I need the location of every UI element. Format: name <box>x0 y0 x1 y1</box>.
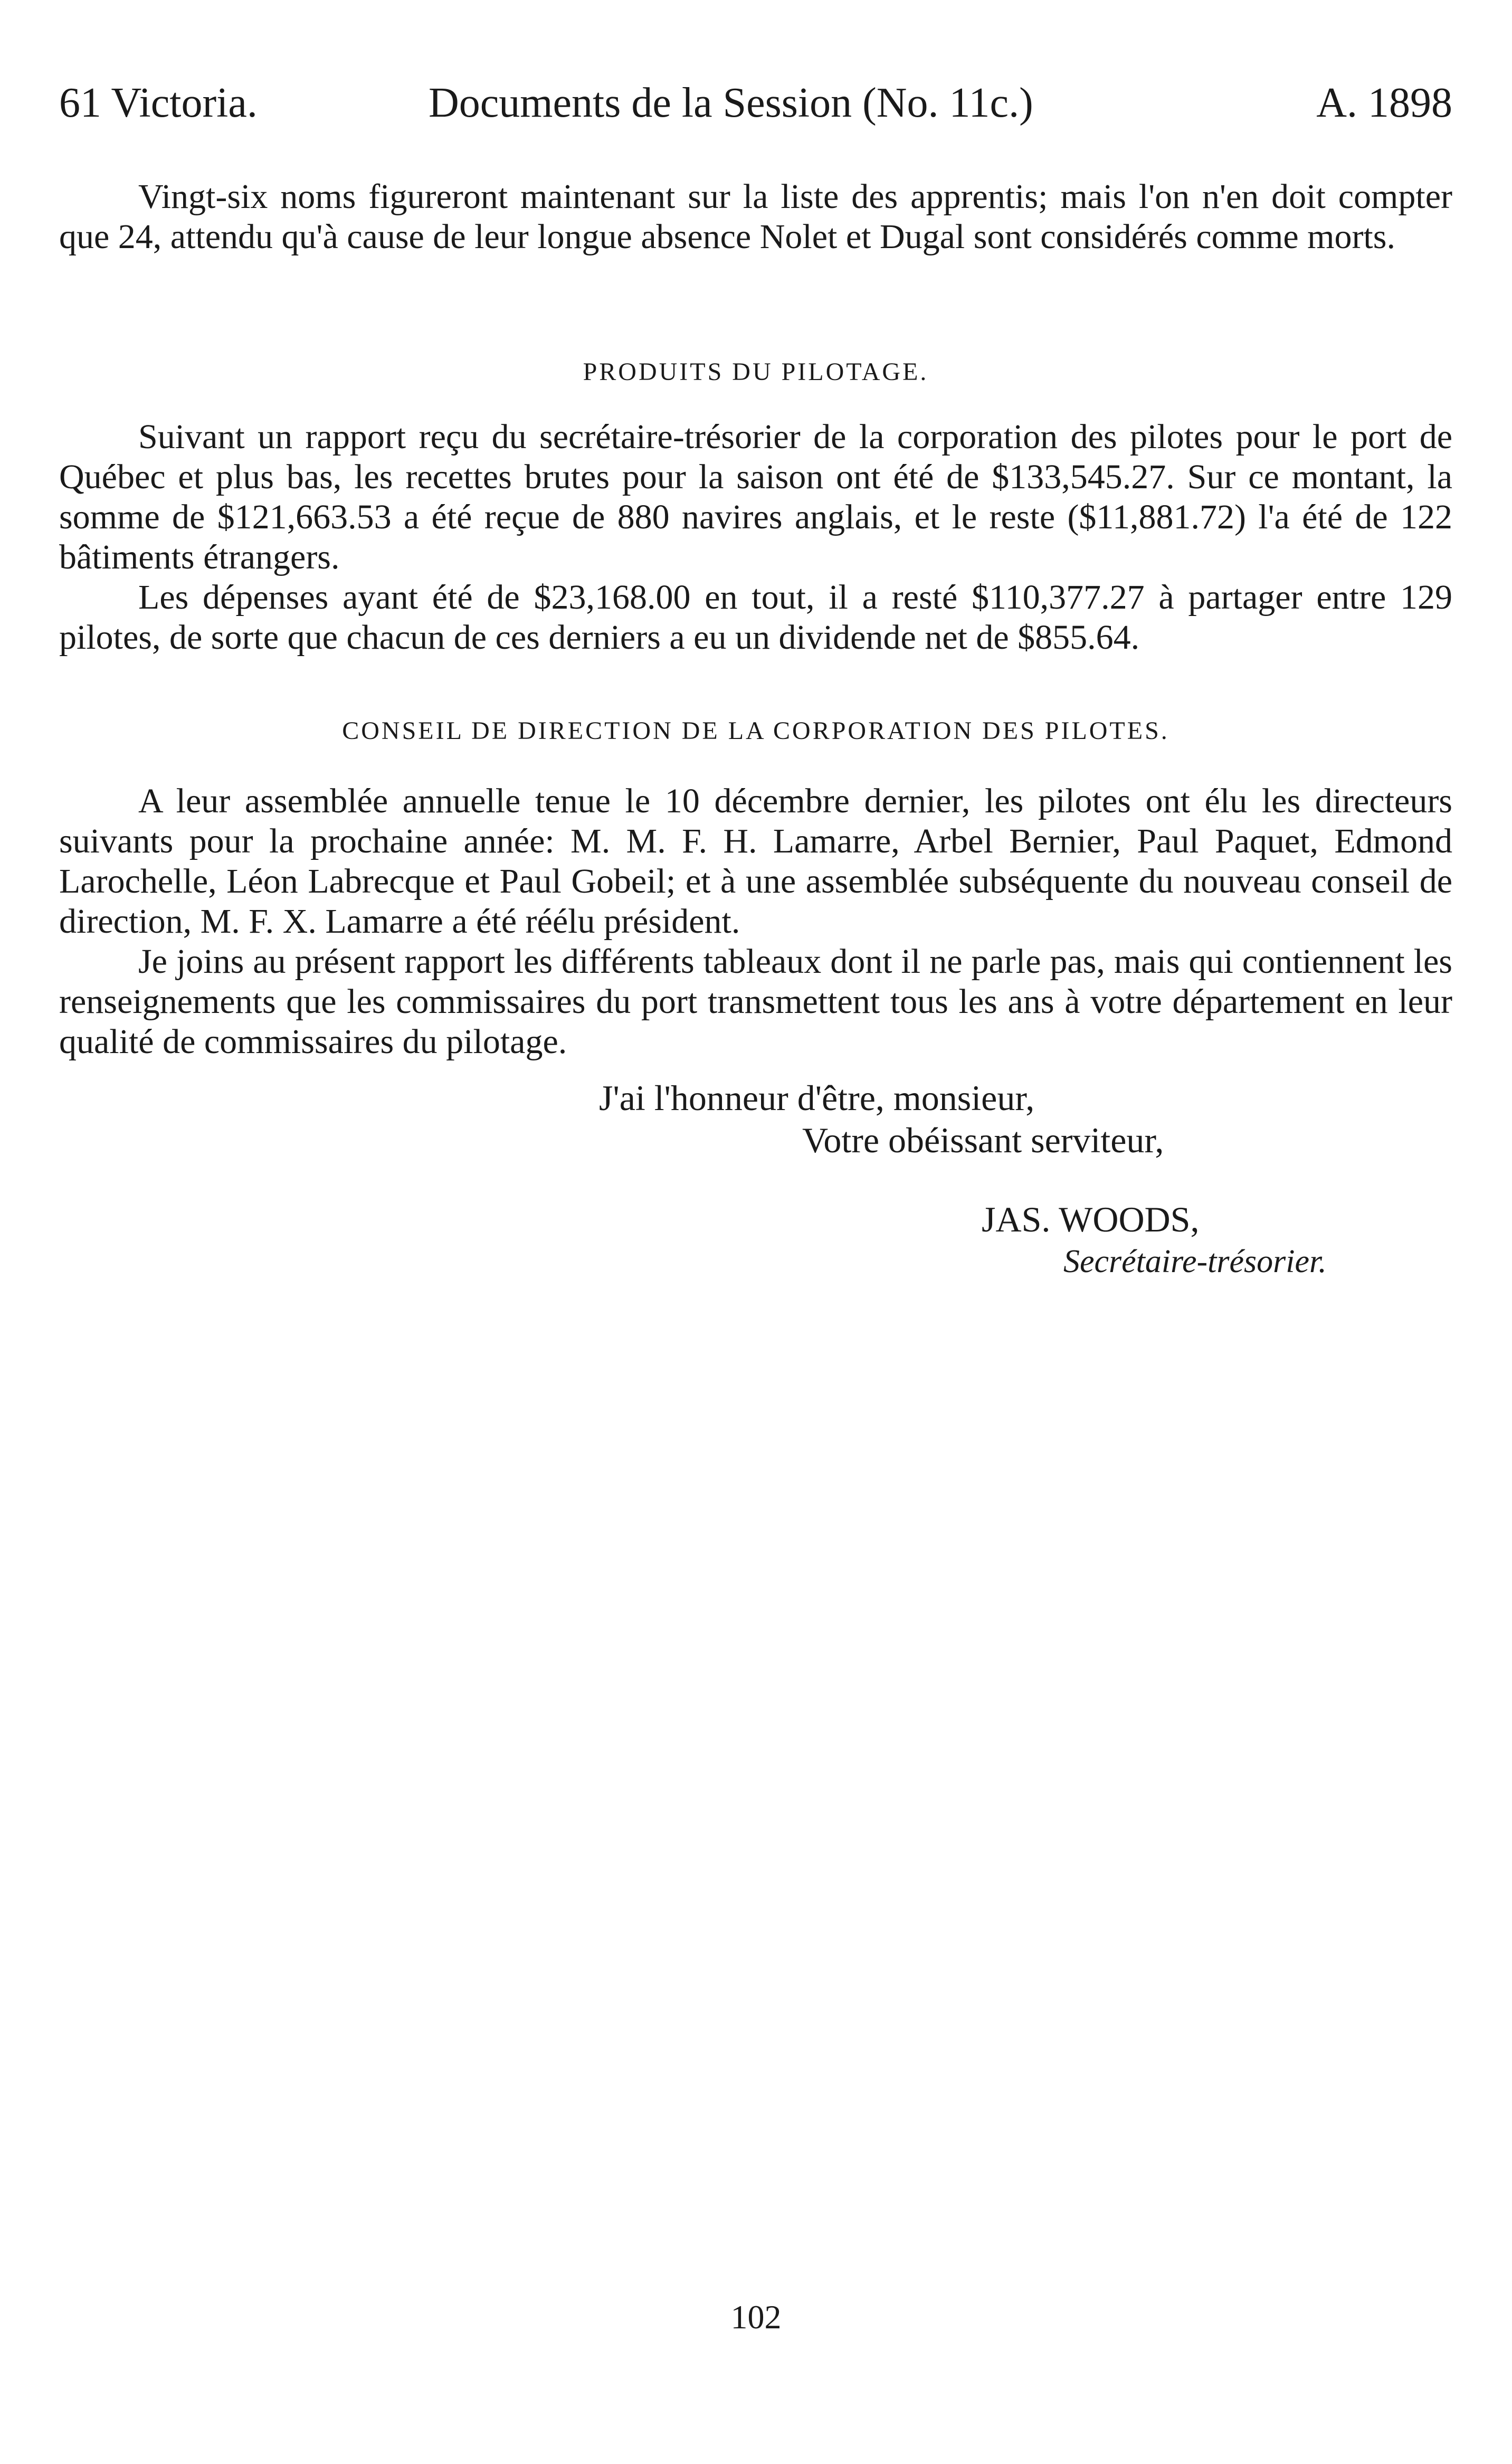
signatory-name: JAS. WOODS, <box>982 1199 1200 1239</box>
paragraph-apprentices <box>59 177 1452 257</box>
paragraph-board <box>59 781 1452 1062</box>
header-year: A. 1898 <box>1316 80 1452 126</box>
closing-sign-off: Votre obéissant serviteur, <box>802 1120 1164 1160</box>
paragraph-text: Les dépenses ayant été de $23,168.00 en tout, il a resté $110,377.27 à partager entre 129 pilotes, de sorte que chacun de ces derniers a eu un dividende net de $855.64. <box>59 578 1452 657</box>
paragraph-text: Je joins au présent rapport les différents tableaux dont il ne parle pas, mais qui contiennent les renseignements que les commissaires du port transmettent tous les ans à votre département en leur qualité de commissaires du pilotage. <box>59 942 1452 1061</box>
paragraph-text: Vingt-six noms figureront maintenant sur la liste des apprentis; mais l'on n'en doit compter que 24, attendu qu'à cause de leur longue absence Nolet et Dugal sont considérés comme morts. <box>59 177 1452 256</box>
paragraph-text: Suivant un rapport reçu du secrétaire-trésorier de la corporation des pilotes pour le port de Québec et plus bas, les recettes brutes pour la saison ont été de $133,545.27. Sur ce montant, la somme de $121,663.53 a été reçue de 880 navires anglais, et le reste ($11,881.72) l'a été de 122 bâtiments étrangers. <box>59 418 1452 576</box>
page-header <box>59 74 1452 132</box>
page-number: 102 <box>730 2298 782 2336</box>
section-heading-pilotage-revenue: PRODUITS DU PILOTAGE. <box>583 358 929 386</box>
paragraph-revenue <box>59 417 1452 658</box>
signatory-title: Secrétaire-trésorier. <box>1063 1244 1327 1280</box>
closing-salutation: J'ai l'honneur d'être, monsieur, <box>599 1078 1035 1118</box>
header-series: Documents de la Session (No. 11c.) <box>429 80 1033 126</box>
paragraph-text: A leur assemblée annuelle tenue le 10 décembre dernier, les pilotes ont élu les directeurs suivants pour la prochaine année: M. M. F. H. Lamarre, Arbel Bernier, Paul Paquet, Edmond Larochelle, Léon Labrecque et Paul Gobeil; et à une assemblée subséquente du nouveau conseil de direction, M. F. X. Lamarre a été réélu président. <box>59 782 1452 941</box>
section-heading-board: CONSEIL DE DIRECTION DE LA CORPORATION DES PILOTES. <box>342 717 1169 745</box>
header-reign: 61 Victoria. <box>59 80 258 126</box>
